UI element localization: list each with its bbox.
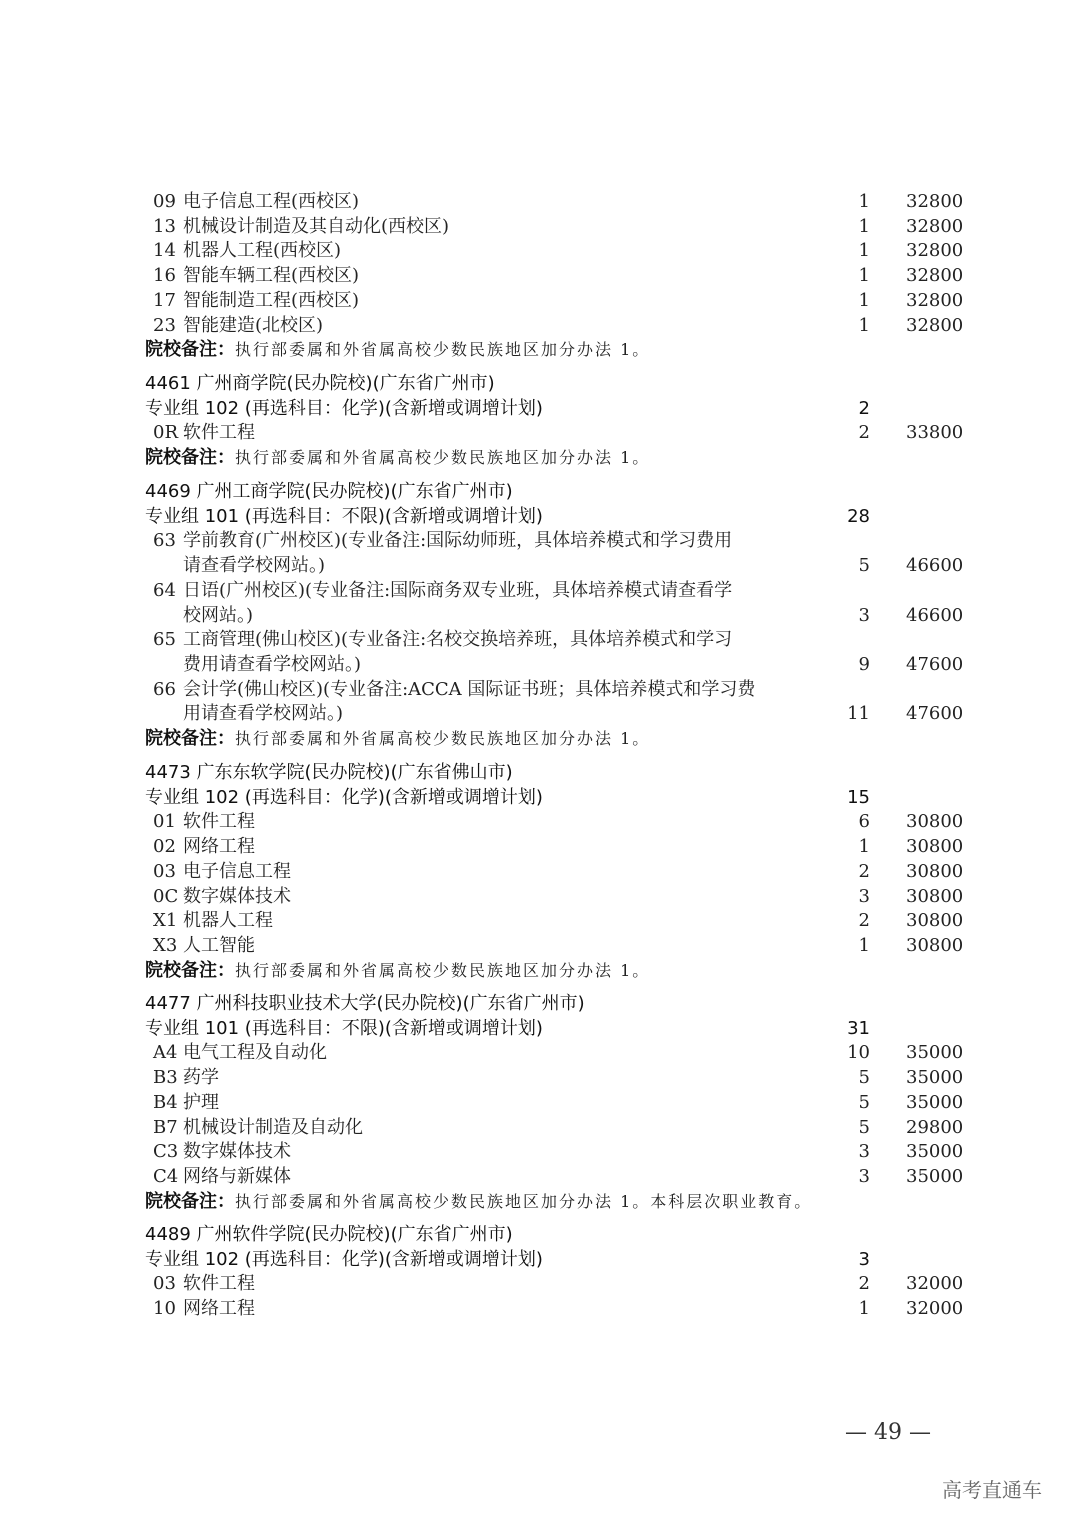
group-count: 15 xyxy=(847,786,870,808)
major-name: 智能车辆工程(西校区) xyxy=(183,265,360,287)
major-name: 人工智能 xyxy=(183,934,255,956)
major-group-header: 专业组 101 (再选科目：不限)(含新增或调增计划) 28 xyxy=(0,505,1080,530)
major-fee: 32800 xyxy=(906,215,964,237)
major-count: 10 xyxy=(847,1042,870,1064)
note-label: 院校备注： xyxy=(145,339,235,361)
major-row xyxy=(0,289,1080,314)
major-count: 1 xyxy=(858,314,870,336)
major-name: 日语(广州校区)(专业备注:国际商务双专业班，具体培养模式请查看学 xyxy=(183,579,733,601)
major-fee: 30800 xyxy=(906,910,964,932)
major-code: 17 xyxy=(153,289,176,311)
school-note xyxy=(0,1190,1080,1215)
major-row xyxy=(0,1297,1080,1322)
major-name: 机器人工程 xyxy=(183,910,273,932)
major-count: 2 xyxy=(858,1273,870,1295)
page-number: — 49 — xyxy=(845,1420,931,1445)
school-note xyxy=(0,338,1080,363)
major-fee: 32800 xyxy=(906,314,964,336)
group-count: 3 xyxy=(858,1248,870,1270)
note-label: 院校备注： xyxy=(145,447,235,469)
major-code: 09 xyxy=(153,191,176,212)
note-text: 执行部委属和外省属高校少数民族地区加分办法 1。 xyxy=(235,340,651,360)
major-code: 16 xyxy=(153,265,176,287)
major-fee: 30800 xyxy=(906,934,964,956)
major-fee: 35000 xyxy=(906,1067,964,1089)
major-code: 02 xyxy=(153,836,176,858)
note-text: 执行部委属和外省属高校少数民族地区加分办法 1。 xyxy=(235,960,651,980)
major-fee: 33800 xyxy=(906,422,964,444)
major-code: X3 xyxy=(153,934,178,956)
major-code: 13 xyxy=(153,215,176,237)
school-note xyxy=(0,727,1080,752)
major-fee: 35000 xyxy=(906,1091,964,1113)
major-fee: 32000 xyxy=(906,1298,964,1320)
major-row xyxy=(0,678,1080,703)
major-fee: 29800 xyxy=(906,1116,964,1138)
major-name: 机械设计制造及其自动化(西校区) xyxy=(183,215,450,237)
major-row xyxy=(0,1066,1080,1091)
major-name: 护理 xyxy=(183,1091,219,1113)
major-name: 网络工程 xyxy=(183,836,255,858)
major-name: 软件工程 xyxy=(183,811,255,833)
major-name: 电子信息工程 xyxy=(183,860,291,882)
major-group-header: 专业组 101 (再选科目：不限)(含新增或调增计划) 31 xyxy=(0,1017,1080,1042)
major-row xyxy=(0,810,1080,835)
major-count: 11 xyxy=(847,703,870,725)
major-code: 0R xyxy=(153,422,179,444)
major-fee: 35000 xyxy=(906,1042,964,1064)
major-code: 63 xyxy=(153,530,176,552)
major-code: 01 xyxy=(153,811,176,833)
major-count: 1 xyxy=(858,836,870,858)
major-row-continued xyxy=(0,604,1080,629)
major-fee: 32800 xyxy=(906,191,964,212)
major-count: 3 xyxy=(858,885,870,907)
major-fee: 32800 xyxy=(906,265,964,287)
major-row xyxy=(0,909,1080,934)
major-name: 工商管理(佛山校区)(专业备注:名校交换培养班，具体培养模式和学习 xyxy=(183,629,733,651)
major-row xyxy=(0,1116,1080,1141)
note-text: 执行部委属和外省属高校少数民族地区加分办法 1。 xyxy=(235,729,651,748)
major-code: 0C xyxy=(153,885,179,907)
group-count: 28 xyxy=(847,505,870,527)
major-group-header: 专业组 102 (再选科目：化学)(含新增或调增计划) 3 xyxy=(0,1248,1080,1273)
school-header: 4473 广东东软学院(民办院校)(广东省佛山市) xyxy=(145,762,513,783)
group-count: 31 xyxy=(847,1017,870,1039)
major-fee: 30800 xyxy=(906,836,964,858)
major-name-continued: 费用请查看学校网站。) xyxy=(183,653,362,675)
major-name: 智能制造工程(西校区) xyxy=(183,289,360,311)
major-fee: 46600 xyxy=(906,555,964,577)
school-header: 4477 广州科技职业技术大学(民办院校)(广东省广州市) xyxy=(145,993,585,1014)
major-name: 机器人工程(西校区) xyxy=(183,240,342,262)
major-code: B4 xyxy=(153,1091,178,1113)
major-fee: 32800 xyxy=(906,289,964,311)
major-row xyxy=(0,934,1080,959)
major-count: 2 xyxy=(858,422,870,444)
major-row xyxy=(0,1272,1080,1297)
major-name-continued: 用请查看学校网站。) xyxy=(183,703,344,725)
major-count: 1 xyxy=(858,191,870,212)
major-row xyxy=(0,579,1080,604)
major-row xyxy=(0,1140,1080,1165)
major-fee: 35000 xyxy=(906,1141,964,1163)
major-name: 电子信息工程(西校区) xyxy=(183,191,360,212)
major-count: 1 xyxy=(858,289,870,311)
major-name: 软件工程 xyxy=(183,1273,255,1295)
note-label: 院校备注： xyxy=(145,959,235,981)
school-note xyxy=(0,959,1080,984)
major-count: 5 xyxy=(858,1067,870,1089)
major-name: 网络与新媒体 xyxy=(183,1165,291,1187)
major-name: 机械设计制造及自动化 xyxy=(183,1116,363,1138)
major-fee: 46600 xyxy=(906,604,964,626)
major-fee: 32800 xyxy=(906,240,964,262)
major-count: 5 xyxy=(858,1116,870,1138)
note-text: 执行部委属和外省属高校少数民族地区加分办法 1。本科层次职业教育。 xyxy=(235,1191,813,1211)
major-count: 9 xyxy=(858,653,870,675)
major-name: 智能建造(北校区) xyxy=(183,314,324,336)
major-name: 数字媒体技术 xyxy=(183,885,291,907)
major-code: C4 xyxy=(153,1165,179,1187)
major-count: 3 xyxy=(858,1165,870,1187)
major-name: 数字媒体技术 xyxy=(183,1141,291,1163)
major-row xyxy=(0,314,1080,339)
major-count: 1 xyxy=(858,1298,870,1320)
major-name: 会计学(佛山校区)(专业备注:ACCA 国际证书班；具体培养模式和学习费 xyxy=(183,678,756,700)
major-group-header: 专业组 102 (再选科目：化学)(含新增或调增计划) 15 xyxy=(0,786,1080,811)
major-fee: 35000 xyxy=(906,1165,964,1187)
major-row xyxy=(0,628,1080,653)
major-count: 1 xyxy=(858,265,870,287)
major-row xyxy=(0,190,1080,215)
group-count: 2 xyxy=(858,397,870,419)
school-header: 4469 广州工商学院(民办院校)(广东省广州市) xyxy=(145,481,513,502)
major-name: 电气工程及自动化 xyxy=(183,1042,327,1064)
major-code: 10 xyxy=(153,1298,176,1320)
major-code: 03 xyxy=(153,1273,176,1295)
major-count: 2 xyxy=(858,910,870,932)
major-code: A4 xyxy=(153,1042,178,1064)
major-code: 64 xyxy=(153,579,176,601)
major-fee: 32000 xyxy=(906,1273,964,1295)
major-name: 药学 xyxy=(183,1067,219,1089)
major-count: 3 xyxy=(858,604,870,626)
major-name: 软件工程 xyxy=(183,422,255,444)
watermark: 高考直通车 xyxy=(942,1478,1042,1502)
major-row xyxy=(0,1041,1080,1066)
major-count: 1 xyxy=(858,215,870,237)
major-fee: 30800 xyxy=(906,860,964,882)
major-count: 1 xyxy=(858,934,870,956)
major-code: 23 xyxy=(153,314,176,336)
major-count: 2 xyxy=(858,860,870,882)
school-note xyxy=(0,446,1080,471)
note-label: 院校备注： xyxy=(145,728,235,749)
major-fee: 47600 xyxy=(906,703,964,725)
major-code: B7 xyxy=(153,1116,178,1138)
major-row xyxy=(0,215,1080,240)
major-code: X1 xyxy=(153,910,178,932)
major-code: C3 xyxy=(153,1141,179,1163)
major-row-continued xyxy=(0,653,1080,678)
major-count: 6 xyxy=(858,811,870,833)
major-row xyxy=(0,1165,1080,1190)
major-row xyxy=(0,529,1080,554)
major-count: 1 xyxy=(858,240,870,262)
major-fee: 47600 xyxy=(906,653,964,675)
major-row-continued xyxy=(0,702,1080,727)
major-row xyxy=(0,1091,1080,1116)
major-fee: 30800 xyxy=(906,811,964,833)
major-name-continued: 校网站。) xyxy=(183,604,254,626)
major-row xyxy=(0,239,1080,264)
major-code: 03 xyxy=(153,860,176,882)
major-name-continued: 请查看学校网站。) xyxy=(183,555,326,577)
major-code: 65 xyxy=(153,629,176,651)
major-count: 3 xyxy=(858,1141,870,1163)
major-name: 网络工程 xyxy=(183,1298,255,1320)
major-fee: 30800 xyxy=(906,885,964,907)
school-header: 4461 广州商学院(民办院校)(广东省广州市) xyxy=(145,373,495,394)
major-group-header: 专业组 102 (再选科目：化学)(含新增或调增计划) 2 xyxy=(0,397,1080,422)
major-row xyxy=(0,835,1080,860)
major-code: B3 xyxy=(153,1067,178,1089)
major-row xyxy=(0,860,1080,885)
major-name: 学前教育(广州校区)(专业备注:国际幼师班，具体培养模式和学习费用 xyxy=(183,530,733,552)
major-code: 66 xyxy=(153,678,176,700)
major-row xyxy=(0,885,1080,910)
school-header: 4489 广州软件学院(民办院校)(广东省广州市) xyxy=(145,1224,513,1245)
major-row xyxy=(0,421,1080,446)
major-row-continued xyxy=(0,554,1080,579)
major-count: 5 xyxy=(858,555,870,577)
major-count: 5 xyxy=(858,1091,870,1113)
note-label: 院校备注： xyxy=(145,1190,235,1212)
note-text: 执行部委属和外省属高校少数民族地区加分办法 1。 xyxy=(235,448,651,468)
major-row xyxy=(0,264,1080,289)
major-code: 14 xyxy=(153,240,176,262)
